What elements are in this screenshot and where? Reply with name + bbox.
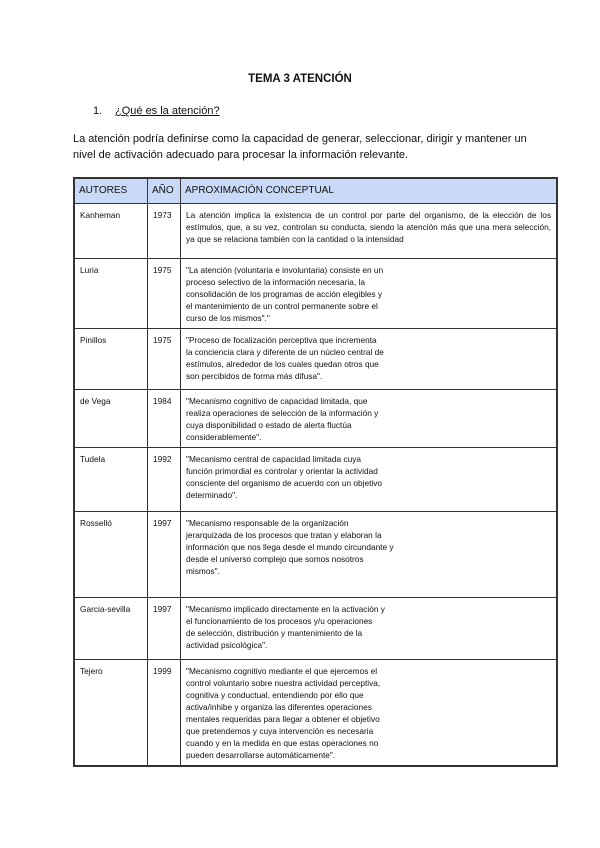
approach-line: actividad psicológica". xyxy=(186,640,268,650)
authors-table xyxy=(73,177,558,767)
approach-line: cuando y en la medida en que estas operaciones no xyxy=(186,738,379,748)
approach-cell xyxy=(181,512,558,598)
approach-line: cognitiva y conductual, entendiendo por ello que xyxy=(186,690,364,700)
approach-line: determinado". xyxy=(186,490,238,500)
approach-line: "Mecanismo cognitivo de capacidad limitada, que xyxy=(186,396,368,406)
author-cell: Garcia-sevilla xyxy=(74,598,148,660)
approach-line: estímulos, alrededor de los cuales quedan otros que xyxy=(186,359,379,369)
section-heading xyxy=(93,105,220,117)
author-cell: Tudela xyxy=(74,448,148,512)
approach-line: "Mecanismo implicado directamente en la activación y xyxy=(186,604,385,614)
approach-cell xyxy=(181,329,558,390)
approach-line: proceso selectivo de la información necesaria, la xyxy=(186,277,365,287)
approach-line: cuya disponibilidad o estado de alerta fluctúa xyxy=(186,420,352,430)
table-row xyxy=(74,598,557,660)
year-cell: 1975 xyxy=(148,329,181,390)
year-cell: 1992 xyxy=(148,448,181,512)
approach-cell xyxy=(181,660,558,767)
intro-paragraph: La atención podría definirse como la capacidad de generar, seleccionar, dirigir y mantener un nivel de activación adecuado para procesar la información relevante. xyxy=(73,133,527,161)
header-authors: AUTORES xyxy=(74,178,148,204)
approach-line: "La atención (voluntaria e involuntaria) consiste en un xyxy=(186,265,384,275)
approach-line: "Mecanismo cognitivo mediante el que ejercemos el xyxy=(186,666,378,676)
approach-line: información que nos llega desde el mundo circundante y xyxy=(186,542,394,552)
approach-line: consciente del organismo de acuerdo con un objetivo xyxy=(186,478,383,488)
author-cell: Pinillos xyxy=(74,329,148,390)
approach-line: "Mecanismo central de capacidad limitada cuya xyxy=(186,454,361,464)
approach-line: mismos". xyxy=(186,566,220,576)
approach-line: curso de los mismos"." xyxy=(186,313,270,323)
approach-line: función primordial es controlar y orientar la actividad xyxy=(186,466,378,476)
approach-line: considerablemente". xyxy=(186,432,262,442)
approach-cell: La atención implica la existencia de un control por parte del organismo, de la elección de los estímulos, que, a su vez, controlan su conducta, siendo la atención más que una mera selección, ya que se relaciona también con la cantidad o la intensidad xyxy=(181,204,558,259)
author-cell: Kanheman xyxy=(74,204,148,259)
table-row xyxy=(74,512,557,598)
approach-line: mentales requeridas para llegar a obtener el objetivo xyxy=(186,714,380,724)
approach-line: desde el universo complejo que somos nosotros xyxy=(186,554,364,564)
author-cell: de Vega xyxy=(74,390,148,448)
table-row xyxy=(74,390,557,448)
approach-line: consolidación de los programas de acción elegibles y xyxy=(186,289,383,299)
approach-cell xyxy=(181,390,558,448)
approach-cell xyxy=(181,259,558,329)
approach-cell xyxy=(181,598,558,660)
approach-line: que pretendemos y cuya intervención es necesaria xyxy=(186,726,374,736)
table-header-row xyxy=(74,178,557,204)
approach-line: "Proceso de focalización perceptiva que incrementa xyxy=(186,335,377,345)
approach-line: "Mecanismo responsable de la organización xyxy=(186,518,349,528)
year-cell: 1984 xyxy=(148,390,181,448)
section-number: 1. xyxy=(93,105,103,117)
table-row xyxy=(74,259,557,329)
page-title: TEMA 3 ATENCIÓN xyxy=(248,73,352,85)
approach-line: el funcionamiento de los procesos y/u operaciones xyxy=(186,616,373,626)
approach-line: jerarquizada de los procesos que tratan y elaboran la xyxy=(186,530,382,540)
approach-line: realiza operaciones de selección de la información y xyxy=(186,408,379,418)
author-cell: Tejero xyxy=(74,660,148,767)
author-cell: Rosselló xyxy=(74,512,148,598)
section-label: ¿Qué es la atención? xyxy=(115,105,220,117)
approach-line: la conciencia clara y diferente de un núcleo central de xyxy=(186,347,384,357)
approach-line: activa/inhibe y organiza las diferentes operaciones xyxy=(186,702,372,712)
year-cell: 1973 xyxy=(148,204,181,259)
approach-line: de selección, distribución y mantenimiento de la xyxy=(186,628,363,638)
year-cell: 1997 xyxy=(148,512,181,598)
header-year: AÑO xyxy=(148,178,181,204)
approach-line: el mantenimiento de un control permanente sobre el xyxy=(186,301,378,311)
table-row xyxy=(74,660,557,767)
approach-line: control voluntario sobre nuestra actividad perceptiva, xyxy=(186,678,381,688)
approach-line: pueden desarrollarse automáticamente". xyxy=(186,750,336,760)
table-row xyxy=(74,329,557,390)
approach-cell xyxy=(181,448,558,512)
year-cell: 1999 xyxy=(148,660,181,767)
table-row xyxy=(74,204,557,259)
year-cell: 1997 xyxy=(148,598,181,660)
approach-line: son percibidos de forma más difusa". xyxy=(186,371,323,381)
header-approach: APROXIMACIÓN CONCEPTUAL xyxy=(181,178,558,204)
table-row xyxy=(74,448,557,512)
author-cell: Luria xyxy=(74,259,148,329)
year-cell: 1975 xyxy=(148,259,181,329)
